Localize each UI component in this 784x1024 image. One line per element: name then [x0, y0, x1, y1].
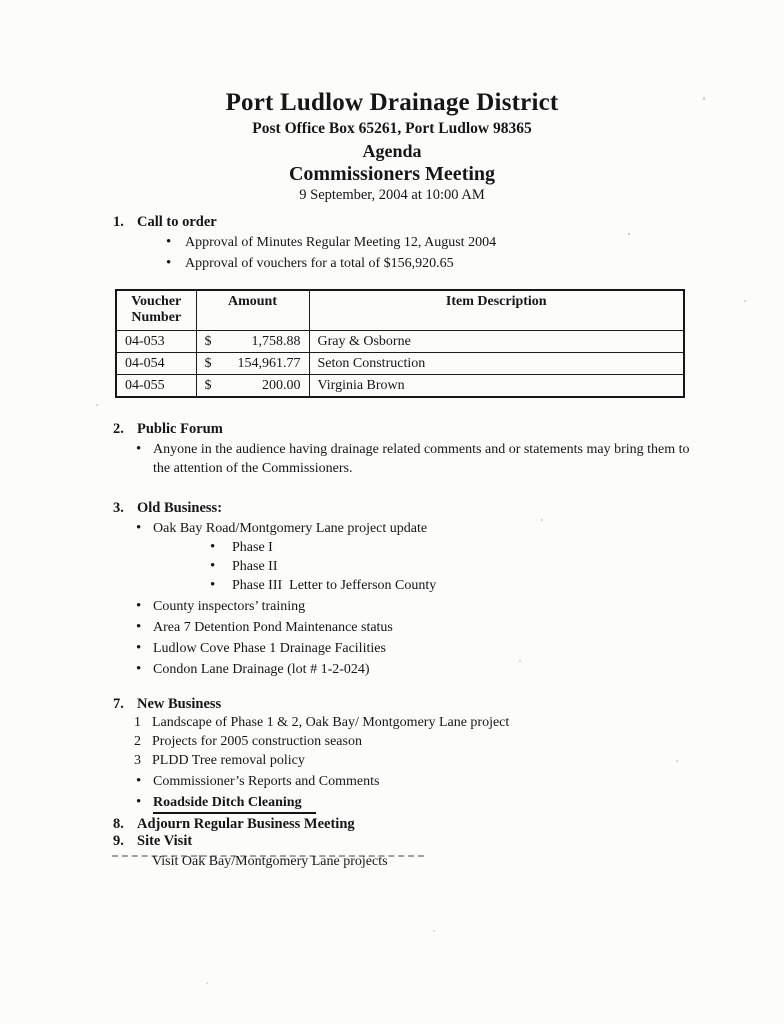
list-item: [113, 772, 693, 791]
bullet-icon: •: [210, 539, 216, 555]
agenda-body: [113, 214, 693, 871]
meeting-datetime: 9 September, 2004 at 10:00 AM: [299, 187, 485, 203]
voucher-table-wrap: [115, 289, 693, 398]
dollar-sign: $: [204, 334, 212, 349]
numbered-item: [113, 713, 693, 732]
item-number: 1: [134, 715, 141, 730]
list-item-text: Area 7 Detention Pond Maintenance status: [153, 620, 393, 635]
col-header-voucher-number: Voucher Number: [116, 290, 196, 331]
list-item-text: Phase I: [232, 540, 273, 555]
list-item-text: Phase II: [232, 559, 278, 574]
description-cell: Virginia Brown: [309, 375, 684, 398]
scan-speckle: [628, 233, 630, 235]
bullet-icon: •: [136, 619, 142, 635]
scan-speckle: [676, 760, 678, 762]
scan-speckle: [96, 404, 98, 406]
doc-type-label: Agenda: [362, 141, 422, 161]
bullet-icon: •: [136, 661, 142, 677]
list-item-text: Projects for 2005 construction season: [152, 734, 362, 749]
list-item-text: Approval of Minutes Regular Meeting 12, August 2004: [185, 235, 497, 250]
section-title: New Business: [137, 696, 222, 712]
meeting-type: Commissioners Meeting: [288, 163, 496, 185]
table-header-row: [116, 290, 684, 331]
bullet-icon: •: [136, 441, 142, 457]
list-item: [113, 597, 693, 616]
voucher-table: [115, 289, 685, 398]
list-item-text: Phase III Letter to Jefferson County: [232, 578, 437, 593]
section-title: Old Business:: [137, 500, 223, 516]
table-row: [116, 375, 684, 398]
voucher-number-cell: 04-053: [116, 331, 196, 353]
bullet-icon: •: [136, 520, 142, 536]
table-row: [116, 353, 684, 375]
section-heading: [113, 696, 693, 713]
item-number: 3: [134, 753, 141, 768]
po-box-line: Post Office Box 65261, Port Ludlow 98365: [252, 120, 532, 137]
document-header: [0, 88, 784, 205]
list-item: [113, 639, 693, 658]
amount-cell: [196, 353, 309, 375]
section-call-to-order: [113, 214, 693, 273]
roadside-ditch-cleaning-label: Roadside Ditch Cleaning: [153, 795, 316, 814]
list-item-text: Landscape of Phase 1 & 2, Oak Bay/ Montgomery Lane project: [152, 715, 510, 730]
list-item: [113, 660, 693, 679]
list-item: [113, 618, 693, 637]
numbered-item: [113, 751, 693, 770]
col-header-amount: Amount: [196, 290, 309, 331]
list-item-text: Oak Bay Road/Montgomery Lane project update: [153, 521, 428, 536]
site-visit-note: [113, 852, 693, 871]
scan-speckle: [433, 930, 435, 932]
numbered-item: [113, 732, 693, 751]
section-heading: [113, 833, 693, 850]
bullet-icon: •: [166, 255, 172, 271]
bullet-icon: •: [136, 794, 142, 810]
col-header-item-description: Item Description: [309, 290, 684, 331]
bullet-icon: •: [136, 640, 142, 656]
bullet-icon: •: [136, 598, 142, 614]
section-heading: [113, 816, 693, 833]
section-adjourn: [113, 816, 693, 833]
scan-speckle: [744, 300, 746, 302]
list-item: [113, 440, 693, 478]
section-heading: [113, 500, 693, 517]
amount-value: 154,961.77: [237, 356, 301, 371]
section-heading: [113, 421, 693, 438]
note-text: Visit Oak Bay/Montgomery Lane projects: [152, 854, 388, 869]
list-item-text: Ludlow Cove Phase 1 Drainage Facilities: [153, 641, 386, 656]
bullet-icon: •: [210, 558, 216, 574]
voucher-number-cell: 04-055: [116, 375, 196, 398]
bullet-icon: •: [210, 577, 216, 593]
bullet-icon: •: [136, 773, 142, 789]
section-number: 8.: [113, 816, 124, 832]
item-number: 2: [134, 734, 141, 749]
section-public-forum: [113, 421, 693, 478]
section-number: 7.: [113, 696, 124, 712]
amount-cell: [196, 331, 309, 353]
list-subitem: [113, 538, 693, 557]
section-title: Adjourn Regular Business Meeting: [137, 816, 355, 832]
document-content: [0, 88, 784, 871]
section-number: 9.: [113, 833, 124, 849]
section-number: 2.: [113, 421, 124, 437]
list-item-text: Approval of vouchers for a total of $156,920.65: [185, 256, 454, 271]
table-row: [116, 331, 684, 353]
scan-speckle: [206, 982, 208, 984]
scan-speckle: [703, 97, 705, 100]
list-subitem: [113, 576, 693, 595]
section-number: 1.: [113, 214, 124, 230]
section-title: Site Visit: [137, 833, 193, 849]
amount-cell: [196, 375, 309, 398]
list-item-text: Condon Lane Drainage (lot # 1-2-024): [153, 662, 370, 677]
section-title: Public Forum: [137, 421, 223, 437]
list-item: [113, 233, 693, 252]
list-subitem: [113, 557, 693, 576]
scan-speckle: [541, 519, 543, 521]
amount-value: 200.00: [262, 378, 301, 393]
amount-value: 1,758.88: [251, 334, 301, 349]
dollar-sign: $: [204, 356, 212, 371]
section-new-business: [113, 696, 693, 814]
section-old-business: [113, 500, 693, 679]
bullet-icon: •: [166, 234, 172, 250]
list-item-text: Anyone in the audience having drainage related comments and or statements may bring them to the attention of the Commissioners.: [153, 442, 693, 476]
section-site-visit: [113, 833, 693, 871]
dollar-sign: $: [204, 378, 212, 393]
list-item: [113, 519, 693, 538]
scan-speckle: [519, 660, 521, 662]
list-item: [113, 254, 693, 273]
voucher-number-cell: 04-054: [116, 353, 196, 375]
scan-artifact-line: [112, 855, 424, 857]
list-item-text: Commissioner’s Reports and Comments: [153, 774, 380, 789]
district-title: Port Ludlow Drainage District: [225, 89, 559, 116]
list-item-text: County inspectors’ training: [153, 599, 306, 614]
section-title: Call to order: [137, 214, 217, 230]
description-cell: Gray & Osborne: [309, 331, 684, 353]
section-heading: [113, 214, 693, 231]
list-item-text: PLDD Tree removal policy: [152, 753, 305, 768]
description-cell: Seton Construction: [309, 353, 684, 375]
list-item-highlighted: [113, 793, 693, 814]
section-number: 3.: [113, 500, 124, 516]
